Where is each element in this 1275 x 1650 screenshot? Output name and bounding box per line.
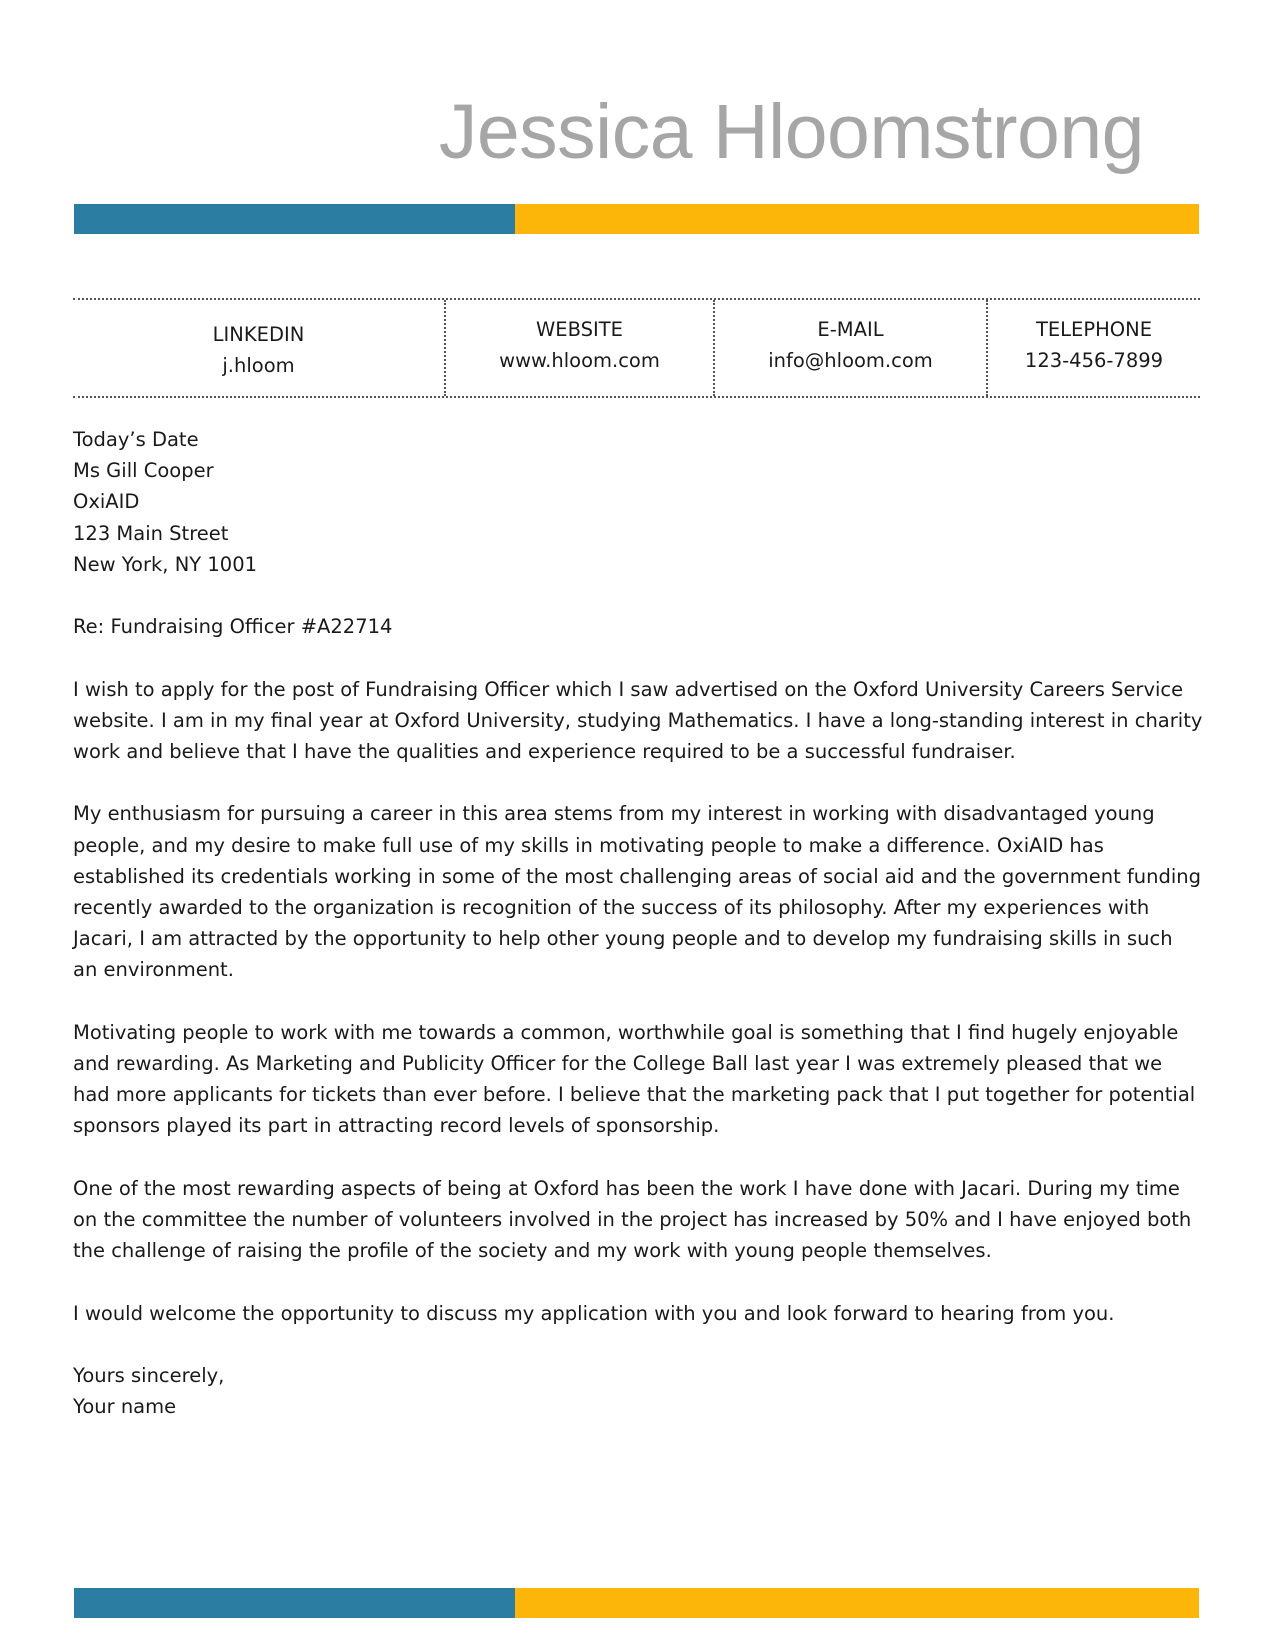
gold-bar-segment	[515, 1588, 1199, 1618]
contact-email-label: E-MAIL	[817, 318, 884, 341]
contact-info-table	[73, 298, 1200, 398]
contact-website	[444, 300, 713, 396]
paragraph: Motivating people to work with me towards a common, worthwhile goal is something that I find hugely enjoyable and rewarding. As Marketing and Publicity Officer for the College Ball last year I was extremely pleased that we had more applicants for tickets than ever before. I believe that the marketing pack that I put together for potential sponsors played its part in attracting record levels of sponsorship.	[73, 1020, 1196, 1138]
letter-date: Today’s Date	[73, 428, 199, 451]
contact-linkedin-label: LINKEDIN	[212, 323, 305, 346]
contact-telephone-value: 123-456-7899	[1024, 349, 1164, 372]
subject-line: Re: Fundraising Officer #A22714	[73, 615, 393, 639]
closing-block	[73, 1360, 1203, 1422]
applicant-name: Jessica Hloomstrong	[438, 89, 1144, 175]
footer-color-bar	[74, 1588, 1199, 1618]
closing-signature: Your name	[73, 1395, 177, 1419]
paragraph: My enthusiasm for pursuing a career in this area stems from my interest in working with disadvantaged young people, and my desire to make full use of my skills in motivating people to make a difference. OxiAID has established its credentials working in some of the most challenging areas of social aid and the government funding recently awarded to the organization is recognition of the success of its philosophy. After my experiences with Jacari, I am attracted by the opportunity to help other young people and to develop my fundraising skills in such an environment.	[73, 802, 1202, 982]
recipient-street: 123 Main Street	[73, 521, 229, 545]
contact-linkedin	[73, 300, 444, 396]
teal-bar-segment	[74, 204, 515, 234]
paragraph: I would welcome the opportunity to discuss my application with you and look forward to hearing from you.	[73, 1301, 1115, 1325]
contact-linkedin-value: j.hloom	[222, 354, 295, 377]
contact-email-value: info@hloom.com	[768, 349, 933, 372]
recipient-block	[73, 424, 1203, 580]
contact-email	[713, 300, 986, 396]
gold-bar-segment	[515, 204, 1199, 234]
contact-website-label: WEBSITE	[536, 318, 623, 341]
closing-salutation: Yours sincerely,	[73, 1363, 225, 1387]
paragraph: One of the most rewarding aspects of being at Oxford has been the work I have done with Jacari. During my time on the committee the number of volunteers involved in the project has increased by 50% and I have enjoyed both the challenge of raising the profile of the society and my work with young people themselves.	[73, 1176, 1192, 1263]
paragraph: I wish to apply for the post of Fundraising Officer which I saw advertised on the Oxford University Careers Service website. I am in my final year at Oxford University, studying Mathematics. I have a long-standing interest in charity work and believe that I have the qualities and experience required to be a successful fundraiser.	[73, 677, 1203, 763]
letter-body	[73, 424, 1203, 1422]
header-color-bar	[74, 204, 1199, 234]
recipient-company: OxiAID	[73, 490, 140, 514]
recipient-name: Ms Gill Cooper	[73, 459, 214, 483]
contact-website-value: www.hloom.com	[499, 349, 660, 372]
recipient-city: New York, NY 1001	[73, 552, 258, 576]
teal-bar-segment	[74, 1588, 515, 1618]
contact-telephone-label: TELEPHONE	[1035, 318, 1153, 341]
contact-telephone	[986, 300, 1200, 396]
